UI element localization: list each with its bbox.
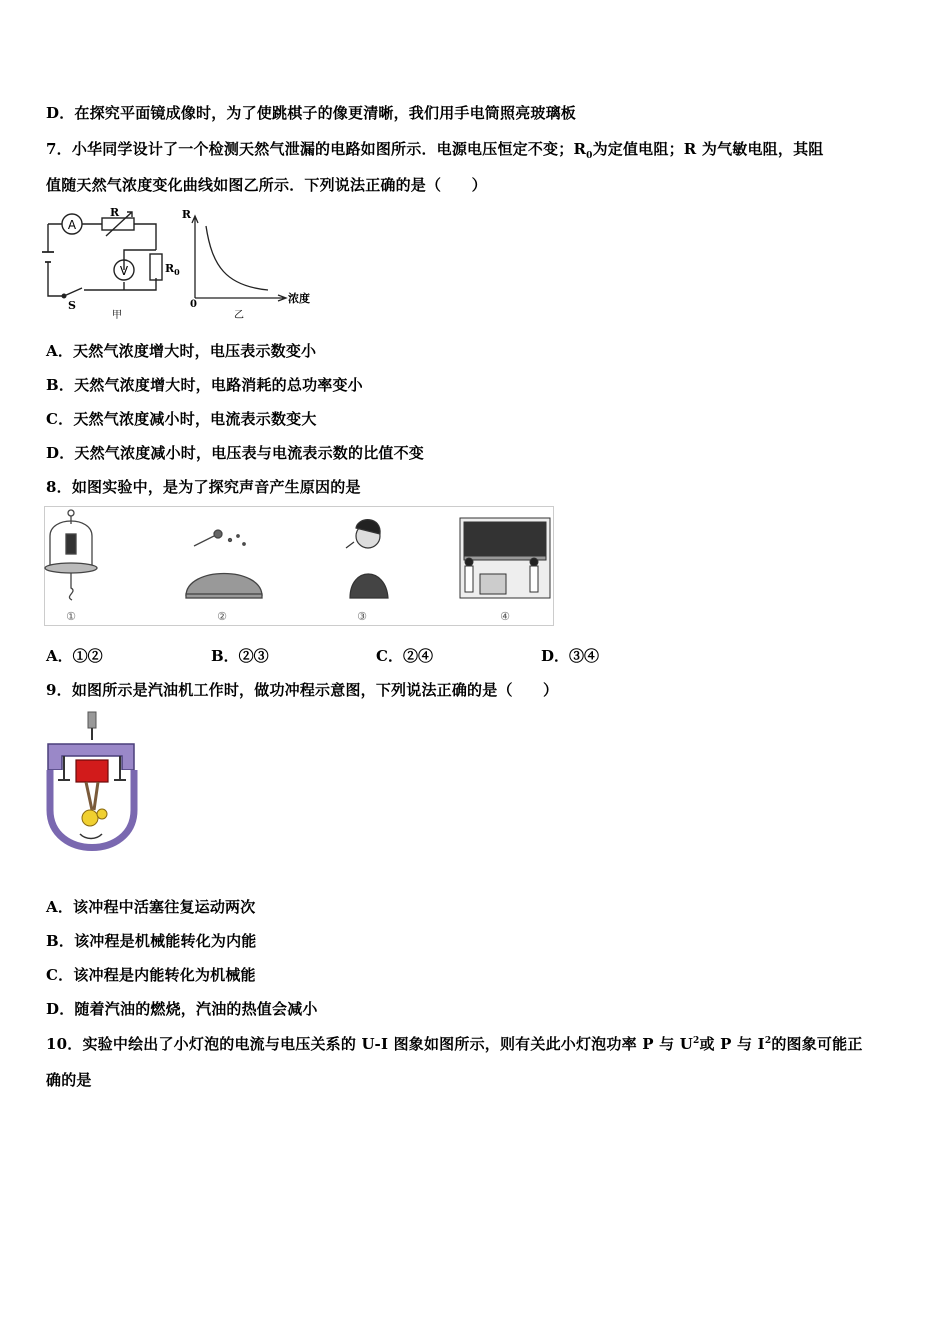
q6-option-d: D．在探究平面镜成像时，为了使跳棋子的像更清晰，我们用手电筒照亮玻璃板 (46, 104, 577, 122)
caption-jia: 甲 (112, 310, 122, 321)
q7-option-d: D．天然气浓度减小时，电压表与电流表示数的比值不变 (46, 444, 425, 462)
q7-r0-subscript: 0 (586, 151, 593, 161)
q7-stem-part1: 7．小华同学设计了一个检测天然气泄漏的电路如图所示．电源电压恒定不变；R (46, 140, 587, 158)
q7-stem-line2: 值随天然气浓度变化曲线如图乙所示．下列说法正确的是（ ） (46, 176, 487, 194)
fig-label-4: ④ (500, 610, 510, 623)
engine-diagram (44, 710, 140, 858)
resistor-r0-sub: 0 (174, 267, 180, 277)
fig-label-2: ② (217, 610, 227, 623)
q7-option-a: A．天然气浓度增大时，电压表示数变小 (46, 342, 317, 360)
person-image (346, 520, 388, 598)
concentration-graph (192, 216, 286, 301)
q8-option-d: D．③④ (541, 647, 600, 665)
q7-stem-line1 (46, 138, 823, 161)
q9-option-d: D．随着汽油的燃烧，汽油的热值会减小 (46, 1000, 318, 1018)
q9-option-c: C．该冲程是内能转化为机械能 (46, 966, 256, 984)
resistance-curve (206, 226, 268, 290)
q7-figure (40, 204, 330, 322)
q8-option-c: C．②④ (376, 647, 433, 665)
caption-yi: 乙 (234, 310, 244, 321)
ammeter-label: A (67, 218, 77, 232)
q10-stem-line2: 确的是 (46, 1071, 92, 1089)
switch-label: S (68, 299, 76, 312)
q9-option-a: A．该冲程中活塞往复运动两次 (46, 898, 256, 916)
q9-stem: 9．如图所示是汽油机工作时，做功冲程示意图，下列说法正确的是（ ） (46, 681, 559, 699)
q8-option-a: A．①② (46, 647, 103, 665)
resistor-r0-label (165, 262, 180, 277)
graph-x-label: 浓度 (288, 292, 310, 305)
voltmeter-label: V (119, 264, 129, 278)
graph-y-label: R (181, 208, 191, 221)
fig-label-3: ③ (357, 610, 367, 623)
q7-stem-part2: 为定值电阻；R 为气敏电阻，其阻 (592, 140, 824, 158)
fig-label-1: ① (66, 610, 76, 623)
graph-origin: 0 (190, 299, 197, 310)
q10-stem-part2: 或 P 与 I (699, 1035, 765, 1053)
resistor-r-label: R (110, 206, 120, 219)
drum-image (186, 530, 262, 598)
q7-option-c: C．天然气浓度减小时，电流表示数变大 (46, 410, 317, 428)
q7-option-b: B．天然气浓度增大时，电路消耗的总功率变小 (46, 376, 363, 394)
q10-stem-part3: 的图象可能正 (771, 1035, 863, 1053)
classroom-image (460, 518, 550, 598)
resistor-r0-main: R (165, 262, 175, 275)
q8-option-b: B．②③ (211, 647, 269, 665)
q9-option-b: B．该冲程是机械能转化为内能 (46, 932, 257, 950)
circuit-diagram (42, 212, 162, 298)
bell-jar-image (45, 510, 97, 600)
q10-i-squared: 2 (764, 1036, 772, 1046)
q10-stem-part1: 10．实验中绘出了小灯泡的电流与电压关系的 U-I 图象如图所示，则有关此小灯泡功率 P 与 U (46, 1035, 694, 1053)
q8-figure (44, 506, 554, 626)
q10-u-squared: 2 (693, 1036, 700, 1046)
q10-stem-line1 (46, 1033, 863, 1054)
q8-stem: 8．如图实验中，是为了探究声音产生原因的是 (46, 478, 361, 496)
